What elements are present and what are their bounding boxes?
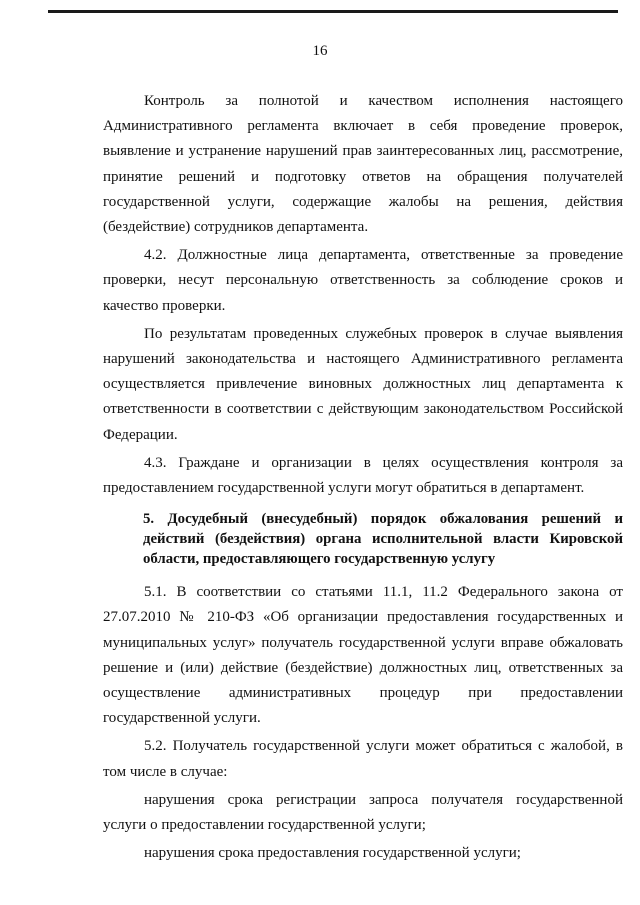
list-item-registration-violation: нарушения срока регистрации запроса получателя государственной услуги о предоставлении государственной услуги;	[103, 791, 623, 834]
page-number: 16	[312, 43, 328, 59]
paragraph-5-2: 5.2. Получатель государственной услуги может обратиться с жалобой, в том числе в случае:	[103, 738, 623, 780]
paragraph-4-2: 4.2. Должностные лица департамента, ответственные за проведение проверки, несут персональную ответственность за соблюдение сроков и качество проверки.	[103, 247, 623, 314]
paragraph-control-scope: Контроль за полнотой и качеством исполнения настоящего Административного регламента включает в себя проведение проверок, выявление и устранение нарушений прав заинтересованных лиц, рассмотрение, принятие решений и подготовку ответов на обращения получателей государственной услуги, содержащие жалобы на решения, действия (бездействие) сотрудников департамента.	[103, 93, 623, 236]
top-rule	[48, 10, 618, 13]
paragraph-4-3: 4.3. Граждане и организации в целях осуществления контроля за предоставлением государственной услуги могут обратиться в департамент.	[103, 454, 623, 497]
list-item-provision-violation: нарушения срока предоставления государственной услуги;	[144, 845, 521, 862]
paragraph-5-1: 5.1. В соответствии со статьями 11.1, 11.2 Федерального закона от 27.07.2010 № 210-ФЗ «Об организации предоставления государственных и муниципальных услуг» получатель государственной услуги вправе обжаловать решение и (или) действие (бездействие) должностных лиц, ответственных за осуществление административных процедур при предоставлении государственной услуги.	[103, 584, 623, 727]
section-heading-5: 5. Досудебный (внесудебный) порядок обжалования решений и действий (бездействия) органа исполнительной власти Кировской области, предоставляющего государственную услугу	[143, 511, 623, 568]
document-body	[103, 89, 623, 869]
paragraph-inspection-results: По результатам проведенных служебных проверок в случае выявления нарушений законодательства и настоящего Административного регламента осуществляется привлечение виновных должностных лиц департамента к ответственности в соответствии с действующим законодательством Российской Федерации.	[103, 325, 623, 443]
